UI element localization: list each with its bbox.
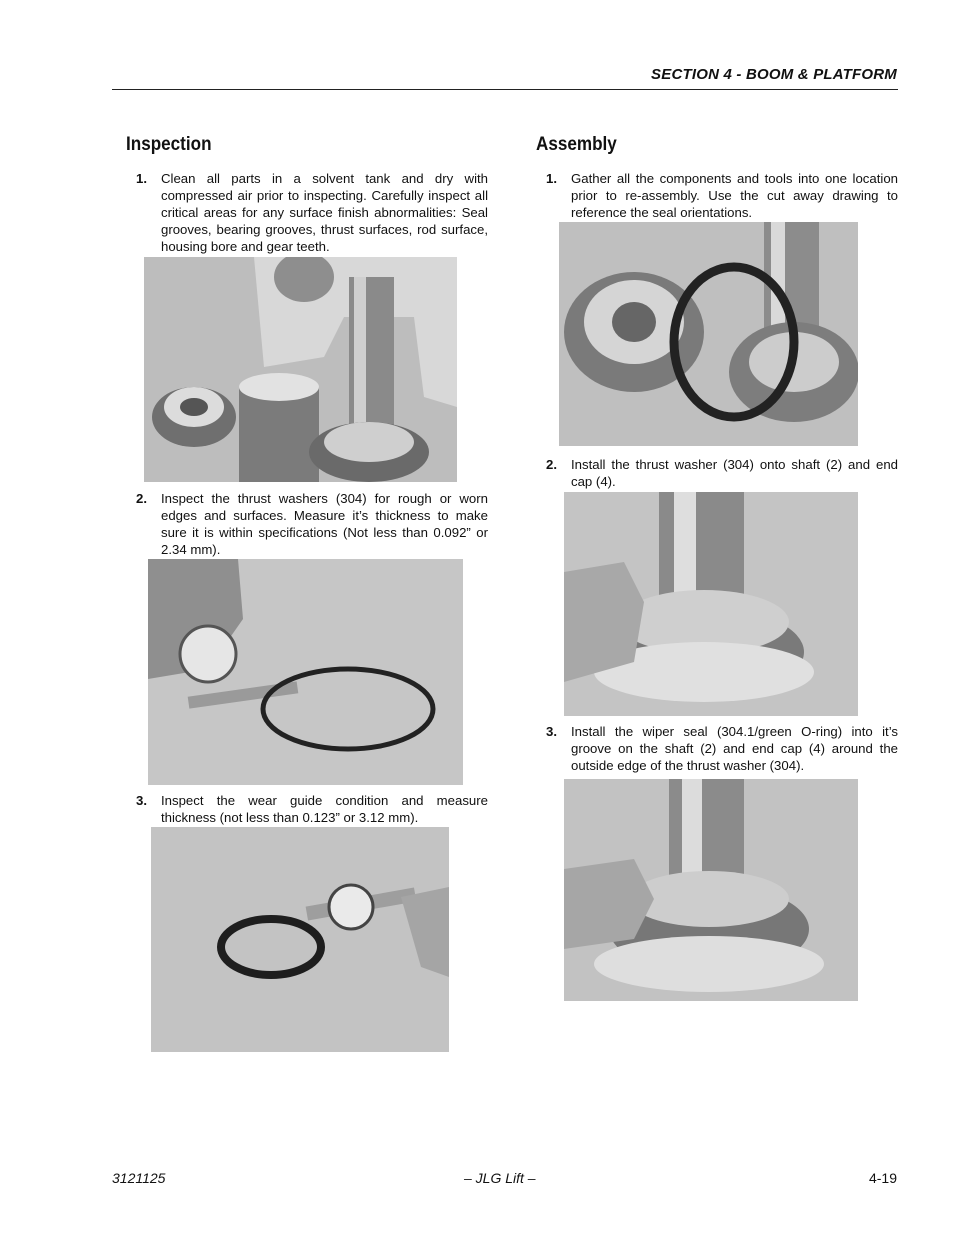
photo-install-wiper-seal xyxy=(564,779,858,1001)
step-text: Gather all the components and tools into one location prior to re-assembly. Use the cut away drawing to reference the seal orientations. xyxy=(571,171,898,220)
photo-wear-guide-measure xyxy=(151,827,449,1052)
step-number: 2. xyxy=(136,491,147,506)
doc-number: 3121125 xyxy=(112,1170,166,1186)
photo-install-thrust-washer xyxy=(564,492,858,716)
step-number: 1. xyxy=(136,171,147,186)
step-text: Clean all parts in a solvent tank and dry with compressed air prior to inspecting. Carefully inspect all critical areas for any surface finish abnormalities: Seal grooves, bearing grooves, thrust surfaces, rod surface, housing bore and gear teeth. xyxy=(161,171,488,254)
photo-assembly-components xyxy=(559,222,858,446)
header-rule xyxy=(112,89,898,90)
step-number: 1. xyxy=(546,171,557,186)
step-number: 2. xyxy=(546,457,557,472)
step-text: Inspect the wear guide condition and measure thickness (not less than 0.123” or 3.12 mm). xyxy=(161,793,488,825)
page-number: 4-19 xyxy=(868,1170,897,1186)
step-text: Install the wiper seal (304.1/green O-ring) into it’s groove on the shaft (2) and end cap (4) around the outside edge of the thrust washer (304). xyxy=(571,724,898,773)
step-number: 3. xyxy=(136,793,147,808)
assembly-heading: Assembly xyxy=(536,134,617,155)
inspection-heading: Inspection xyxy=(126,134,212,155)
footer-center: – JLG Lift – xyxy=(464,1170,536,1186)
step-text: Install the thrust washer (304) onto shaft (2) and end cap (4). xyxy=(571,457,898,489)
section-title: SECTION 4 - BOOM & PLATFORM xyxy=(651,66,897,83)
photo-thrust-washer-measure xyxy=(148,559,463,785)
step-number: 3. xyxy=(546,724,557,739)
step-text: Inspect the thrust washers (304) for rough or worn edges and surfaces. Measure it’s thickness to make sure it is within specifications (Not less than 0.092” or 2.34 mm). xyxy=(161,491,488,557)
photo-inspection-parts xyxy=(144,257,457,482)
